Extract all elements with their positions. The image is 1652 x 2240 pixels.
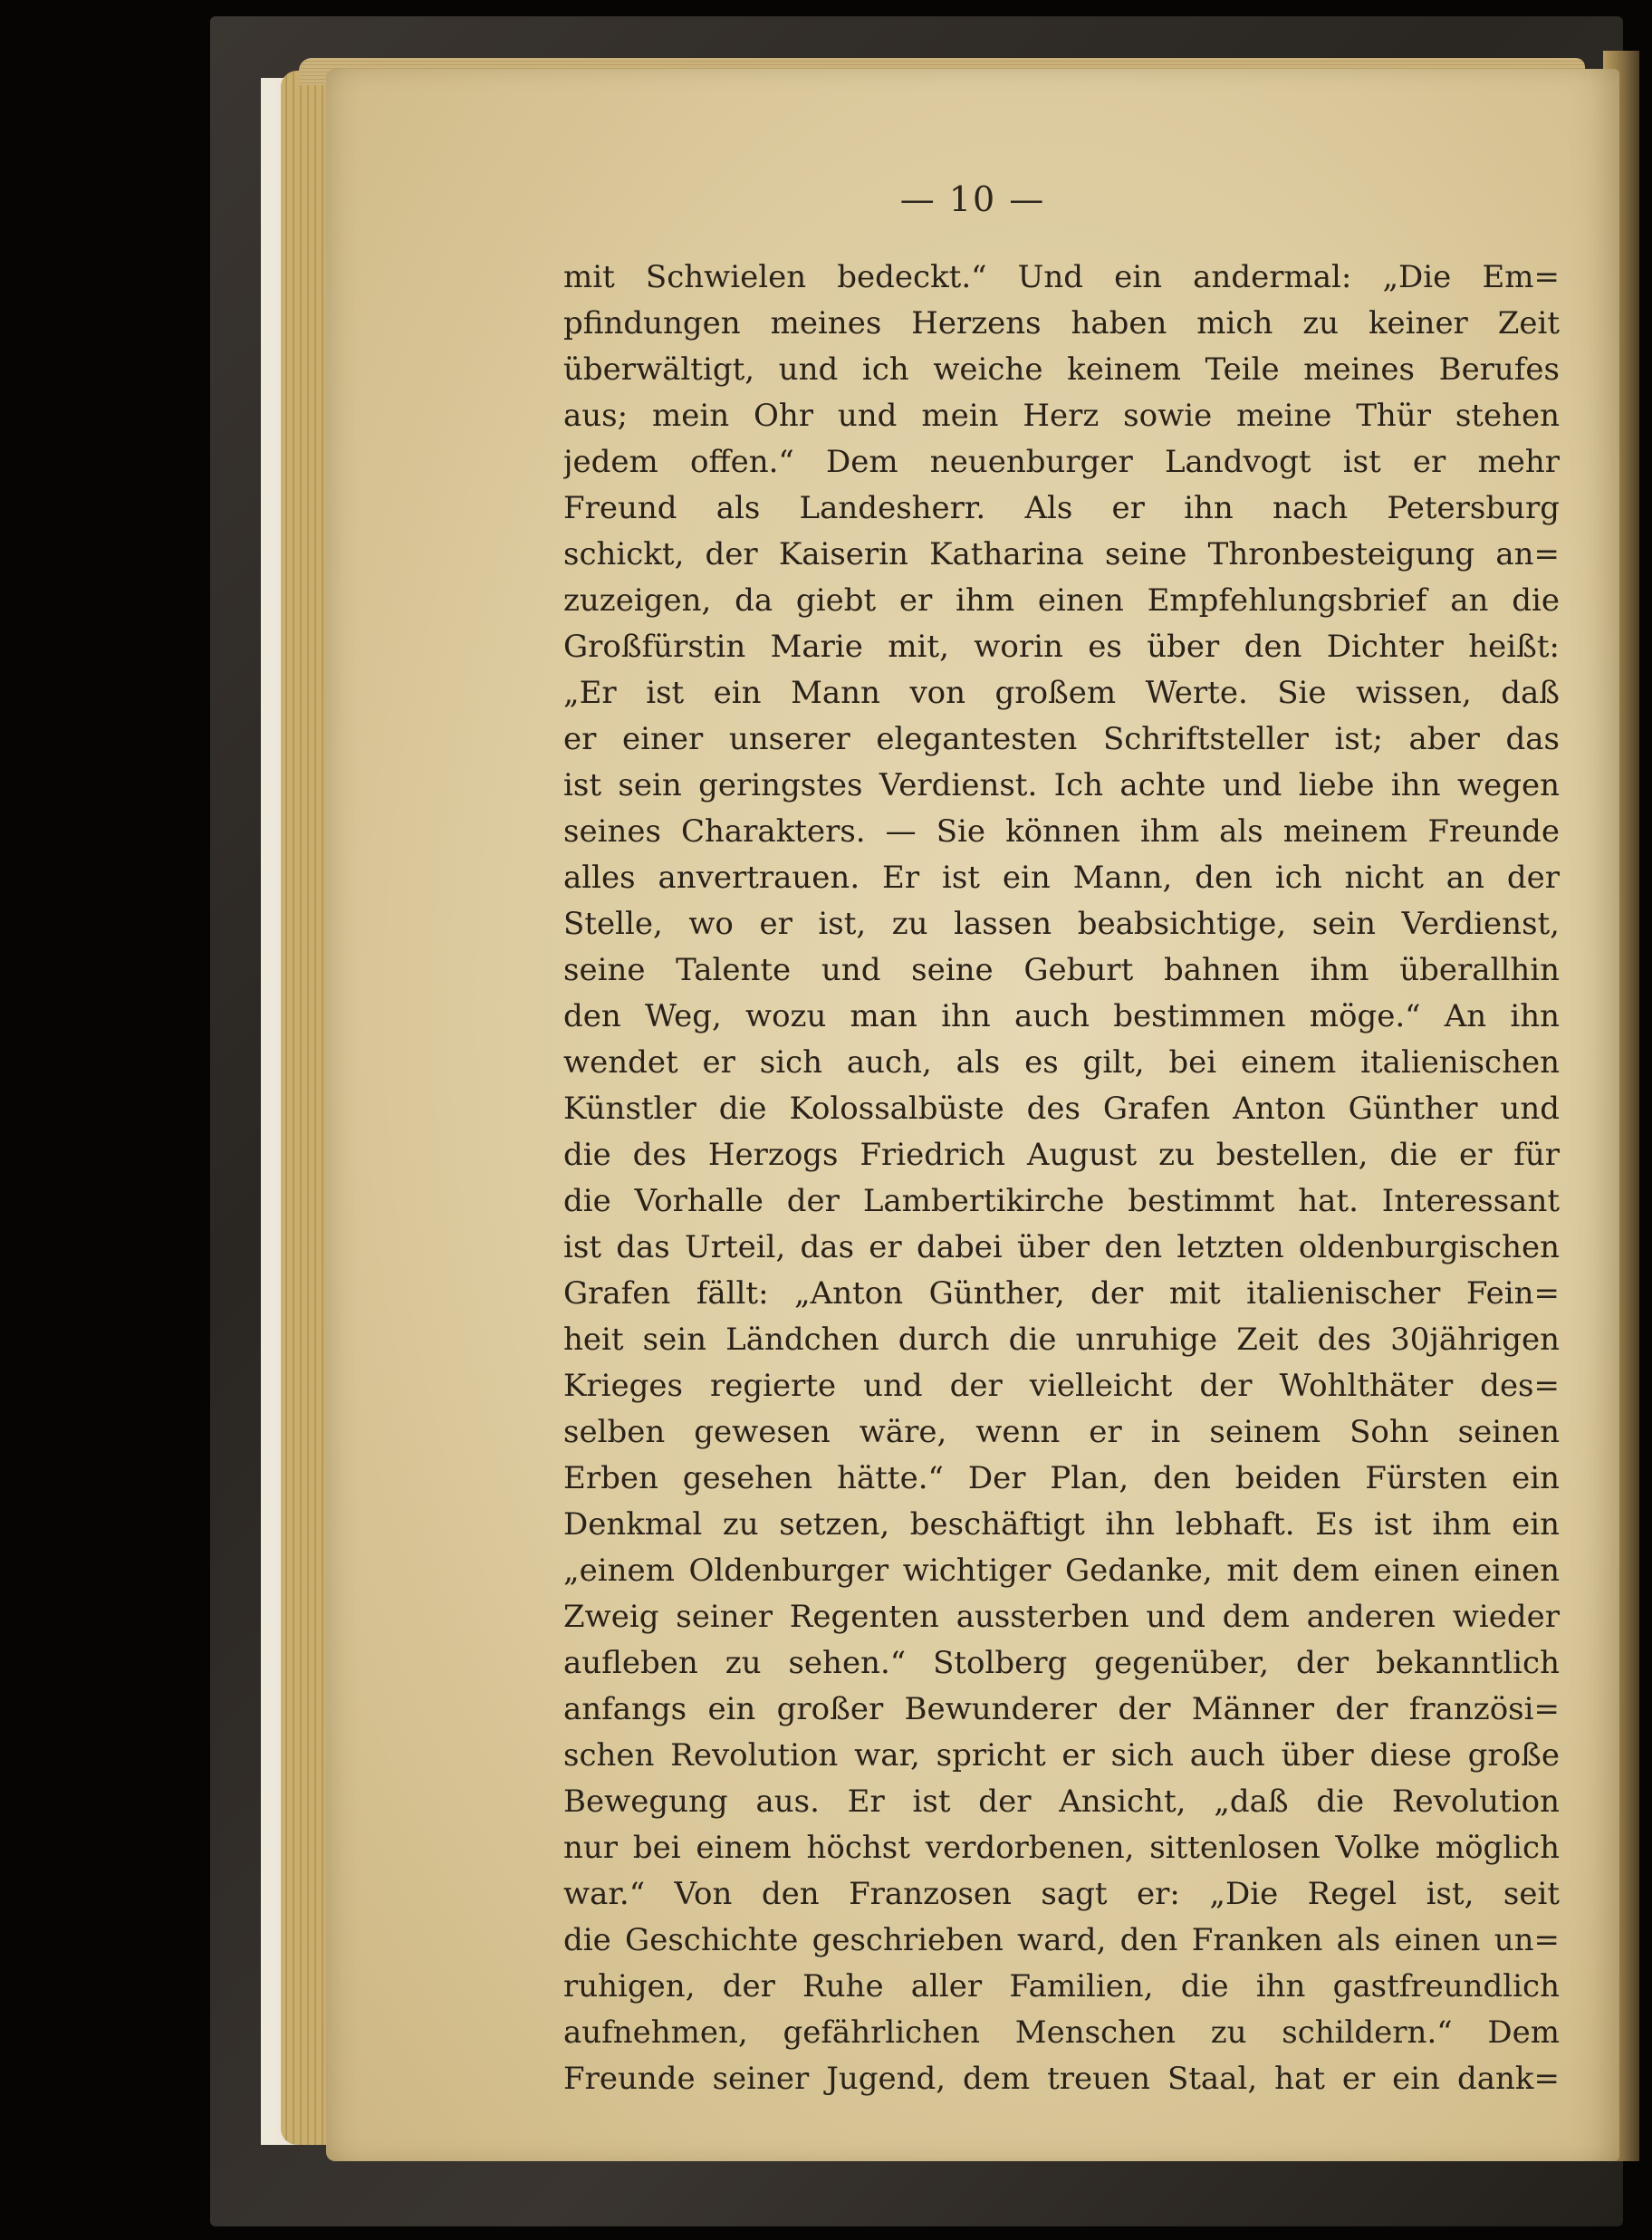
page-number: — 10 —: [899, 179, 1046, 219]
text-line: die Vorhalle der Lambertikirche bestimmt hat. Interessant: [563, 1183, 1560, 1219]
text-line: Stelle, wo er ist, zu lassen beabsichtige, sein Verdienst,: [563, 906, 1560, 942]
text-line: Krieges regierte und der vielleicht der Wohlthäter des=: [563, 1368, 1560, 1404]
text-line: „Er ist ein Mann von großem Werte. Sie wissen, daß: [563, 675, 1560, 711]
text-line: aufnehmen, gefährlichen Menschen zu schildern.“ Dem: [563, 2014, 1560, 2051]
text-line: aufleben zu sehen.“ Stolberg gegenüber, der bekanntlich: [563, 1645, 1560, 1681]
text-line: überwältigt, und ich weiche keinem Teile meines Berufes: [563, 351, 1560, 388]
text-line: schen Revolution war, spricht er sich auch über diese große: [563, 1737, 1560, 1774]
text-line: pfindungen meines Herzens haben mich zu keiner Zeit: [563, 305, 1560, 341]
text-line: wendet er sich auch, als es gilt, bei einem italienischen: [563, 1044, 1560, 1081]
text-line: anfangs ein großer Bewunderer der Männer der französi=: [563, 1691, 1560, 1727]
text-line: zuzeigen, da giebt er ihm einen Empfehlungsbrief an die: [563, 582, 1560, 619]
book-page: [326, 69, 1619, 2161]
text-line: heit sein Ländchen durch die unruhige Zeit des 30jährigen: [563, 1322, 1560, 1358]
text-line: Künstler die Kolossalbüste des Grafen Anton Günther und: [563, 1091, 1560, 1127]
text-line: ruhigen, der Ruhe aller Familien, die ihn gastfreundlich: [563, 1968, 1560, 2004]
text-line: die des Herzogs Friedrich August zu bestellen, die er für: [563, 1137, 1560, 1173]
text-line: selben gewesen wäre, wenn er in seinem Sohn seinen: [563, 1414, 1560, 1450]
text-line: Bewegung aus. Er ist der Ansicht, „daß die Revolution: [563, 1783, 1560, 1820]
text-line: seine Talente und seine Geburt bahnen ihm überallhin: [563, 952, 1560, 988]
text-line: er einer unserer elegantesten Schriftsteller ist; aber das: [563, 721, 1560, 757]
text-line: Freund als Landesherr. Als er ihn nach Petersburg: [563, 490, 1560, 526]
text-line: den Weg, wozu man ihn auch bestimmen möge.“ An ihn: [563, 998, 1560, 1034]
text-line: Zweig seiner Regenten aussterben und dem anderen wieder: [563, 1599, 1560, 1635]
text-line: Freunde seiner Jugend, dem treuen Staal, hat er ein dank=: [563, 2061, 1560, 2097]
text-line: jedem offen.“ Dem neuenburger Landvogt ist er mehr: [563, 444, 1560, 480]
text-line: ist sein geringstes Verdienst. Ich achte und liebe ihn wegen: [563, 767, 1560, 803]
text-line: mit Schwielen bedeckt.“ Und ein andermal: „Die Em=: [563, 259, 1560, 295]
text-line: war.“ Von den Franzosen sagt er: „Die Regel ist, seit: [563, 1876, 1560, 1912]
text-line: aus; mein Ohr und mein Herz sowie meine Thür stehen: [563, 398, 1560, 434]
text-line: Erben gesehen hätte.“ Der Plan, den beiden Fürsten ein: [563, 1460, 1560, 1496]
text-line: die Geschichte geschrieben ward, den Franken als einen un=: [563, 1922, 1560, 1958]
text-line: schickt, der Kaiserin Katharina seine Thronbesteigung an=: [563, 536, 1560, 572]
text-line: „einem Oldenburger wichtiger Gedanke, mit dem einen einen: [563, 1553, 1560, 1589]
body-text: [563, 255, 1560, 2102]
text-line: alles anvertrauen. Er ist ein Mann, den ich nicht an der: [563, 860, 1560, 896]
text-line: Großfürstin Marie mit, worin es über den Dichter heißt:: [563, 629, 1560, 665]
text-line: Denkmal zu setzen, beschäftigt ihn lebhaft. Es ist ihm ein: [563, 1506, 1560, 1543]
text-line: nur bei einem höchst verdorbenen, sittenlosen Volke möglich: [563, 1830, 1560, 1866]
text-line: ist das Urteil, das er dabei über den letzten oldenburgischen: [563, 1229, 1560, 1265]
text-line: seines Charakters. — Sie können ihm als meinem Freunde: [563, 813, 1560, 850]
text-line: Grafen fällt: „Anton Günther, der mit italienischer Fein=: [563, 1275, 1560, 1312]
